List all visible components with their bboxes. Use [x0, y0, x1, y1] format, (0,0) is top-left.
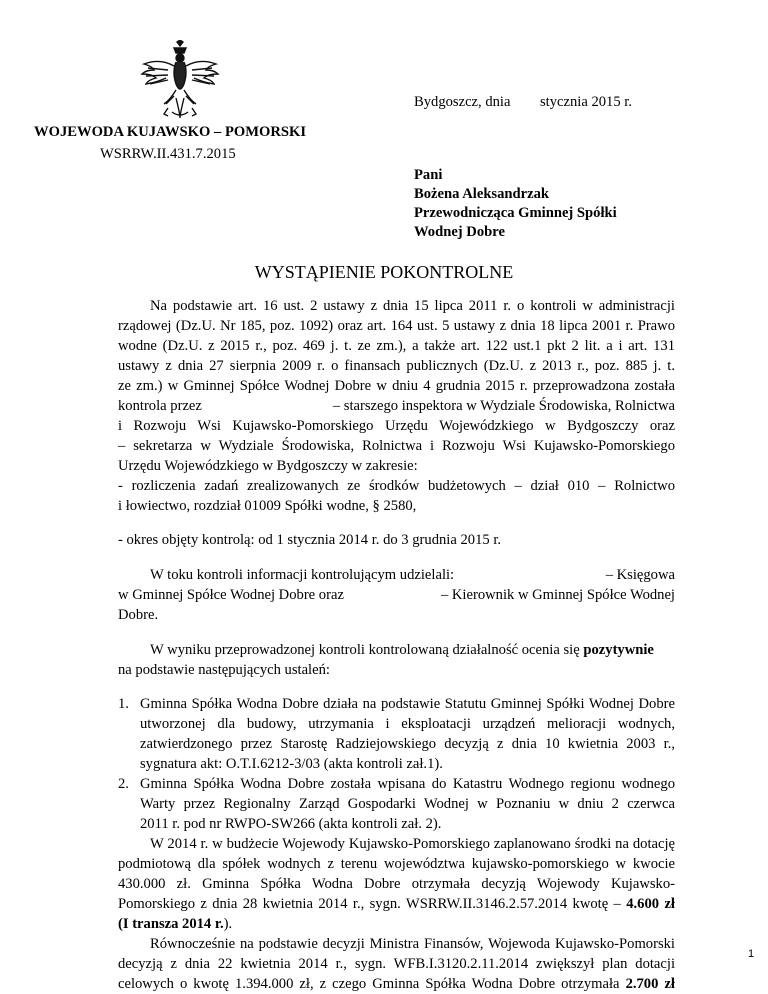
authority-title: WOJEWODA KUJAWSKO – POMORSKI: [34, 124, 307, 140]
minister-line: [118, 974, 675, 994]
info-line: Dobre.: [118, 607, 159, 623]
budget-line: W 2014 r. w budżecie Wojewody Kujawsko-Pomorskiego zaplanowano środki na dotację: [150, 836, 675, 852]
document-title: WYSTĄPIENIE POKONTROLNE: [254, 262, 514, 282]
assessment-line: na podstawie następujących ustaleń:: [118, 662, 330, 678]
budget-text: Pomorskiego z dnia 28 kwietnia 2014 r., sygn. WSRRW.II.3146.2.57.2014 kwotę –: [118, 896, 621, 912]
finding-line: sygnatura akt: O.T.I.6212-3/03 (akta kontroli zał.1).: [140, 756, 443, 772]
assessment-result: pozytywnie: [583, 642, 654, 658]
info-line: w Gminnej Spółce Wodnej Dobre oraz: [118, 587, 344, 603]
addressee-line: Przewodnicząca Gminnej Spółki: [414, 205, 617, 221]
minister-text: celowych o kwotę 1.394.000 zł, z czego Gminna Spółka Wodna Dobre otrzymała: [118, 976, 620, 992]
minister-line: Równocześnie na podstawie decyzji Ministra Finansów, Wojewoda Kujawsko-Pomorski: [150, 936, 675, 952]
intro-line: – sekretarza w Wydziale Środowiska, Rolnictwa i Rozwoju Wsi Kujawsko-Pomorskiego: [118, 438, 675, 454]
place-date-label: Bydgoszcz, dnia: [414, 94, 511, 110]
intro-line: ze zm.) w Gminnej Spółce Wodnej Dobre w dniu 4 grudnia 2015 r. przeprowadzona została: [118, 378, 675, 394]
intro-line: – starszego inspektora w Wydziale Środowiska, Rolnictwa: [332, 398, 675, 414]
intro-line: ustawy z dnia 27 sierpnia 2009 r. o finansach publicznych (Dz.U. z 2013 r., poz. 885 j. t.: [118, 358, 675, 374]
info-line: – Księgowa: [605, 567, 675, 583]
addressee-line: Pani: [414, 167, 443, 183]
finding-line: Gminna Spółka Wodna Dobre została wpisana do Katastru Wodnego regionu wodnego: [140, 776, 675, 792]
intro-line: i Rozwoju Wsi Kujawsko-Pomorskiego Urzędu Wojewódzkiego w Bydgoszczy oraz: [118, 418, 675, 434]
budget-line: podmiotową dla spółek wodnych z terenu województwa kujawsko-pomorskiego w kwocie: [118, 856, 675, 872]
reference-number: WSRRW.II.431.7.2015: [100, 146, 236, 162]
addressee-name: Bożena Aleksandrzak: [414, 186, 550, 202]
finding-line: 2011 r. pod nr RWPO-SW266 (akta kontroli zał. 2).: [140, 816, 442, 832]
info-line: – Kierownik w Gminnej Spółce Wodnej: [440, 587, 675, 603]
finding-line: zatwierdzonego przez Starostę Radziejowskiego decyzją z dnia 10 kwietnia 2003 r.,: [140, 736, 675, 752]
intro-line: Na podstawie art. 16 ust. 2 ustawy z dnia 15 lipca 2011 r. o kontroli w administracji: [150, 298, 675, 314]
finding-line: Warty przez Regionalny Zarząd Gospodarki Wodnej w Poznaniu w dniu 2 czerwca: [140, 796, 675, 812]
intro-line: wodne (Dz.U. z 2015 r., poz. 469 j. t. ze zm.), a także art. 122 ust.1 pkt 2 lit. a i art. 131: [118, 338, 675, 354]
intro-line: kontrola przez: [118, 398, 202, 414]
budget-tranche: (I transza 2014 r.: [118, 916, 224, 932]
intro-line: rządowej (Dz.U. Nr 185, poz. 1092) oraz art. 164 ust. 5 ustawy z dnia 18 lipca 2001 r. Prawo: [118, 318, 675, 334]
period-line: - okres objęty kontrolą: od 1 stycznia 2014 r. do 3 grudnia 2015 r.: [118, 532, 502, 548]
assessment-line: [150, 640, 675, 660]
intro-line: i łowiectwo, rozdział 01009 Spółki wodne, § 2580,: [118, 498, 417, 514]
minister-amount: 2.700 zł: [625, 976, 675, 992]
budget-text: ).: [223, 916, 233, 932]
finding-line: utworzonej dla budowy, utrzymania i eksploatacji urządzeń melioracji wodnych,: [140, 716, 675, 732]
finding-line: Gminna Spółka Wodna Dobre działa na podstawie Statutu Gminnej Spółki Wodnej Dobre: [140, 696, 675, 712]
intro-line: - rozliczenia zadań zrealizowanych ze środków budżetowych – dział 010 – Rolnictwo: [118, 478, 675, 494]
budget-line: [118, 894, 675, 914]
budget-amount: 4.600 zł: [626, 896, 675, 912]
info-line: W toku kontroli informacji kontrolującym udzielali:: [150, 567, 455, 583]
finding-number: 2.: [118, 776, 129, 792]
assessment-text: W wyniku przeprowadzonej kontroli kontrolowaną działalność ocenia się: [150, 642, 580, 658]
finding-number: 1.: [118, 696, 129, 712]
intro-line: Urzędu Wojewódzkiego w Bydgoszczy w zakresie:: [118, 458, 418, 474]
polish-eagle-emblem: [140, 40, 220, 122]
minister-line: decyzją z dnia 22 kwietnia 2014 r., sygn. WFB.I.3120.2.11.2014 zwiększył plan dotacji: [118, 956, 675, 972]
addressee-block: [414, 166, 617, 242]
budget-line: 430.000 zł. Gminna Spółka Wodna Dobre otrzymała decyzją Wojewody Kujawsko-: [118, 876, 675, 892]
addressee-line: Wodnej Dobre: [414, 224, 505, 240]
page-number: 1: [748, 948, 755, 960]
date-month-year: stycznia 2015 r.: [540, 94, 633, 110]
budget-line: [118, 914, 675, 934]
